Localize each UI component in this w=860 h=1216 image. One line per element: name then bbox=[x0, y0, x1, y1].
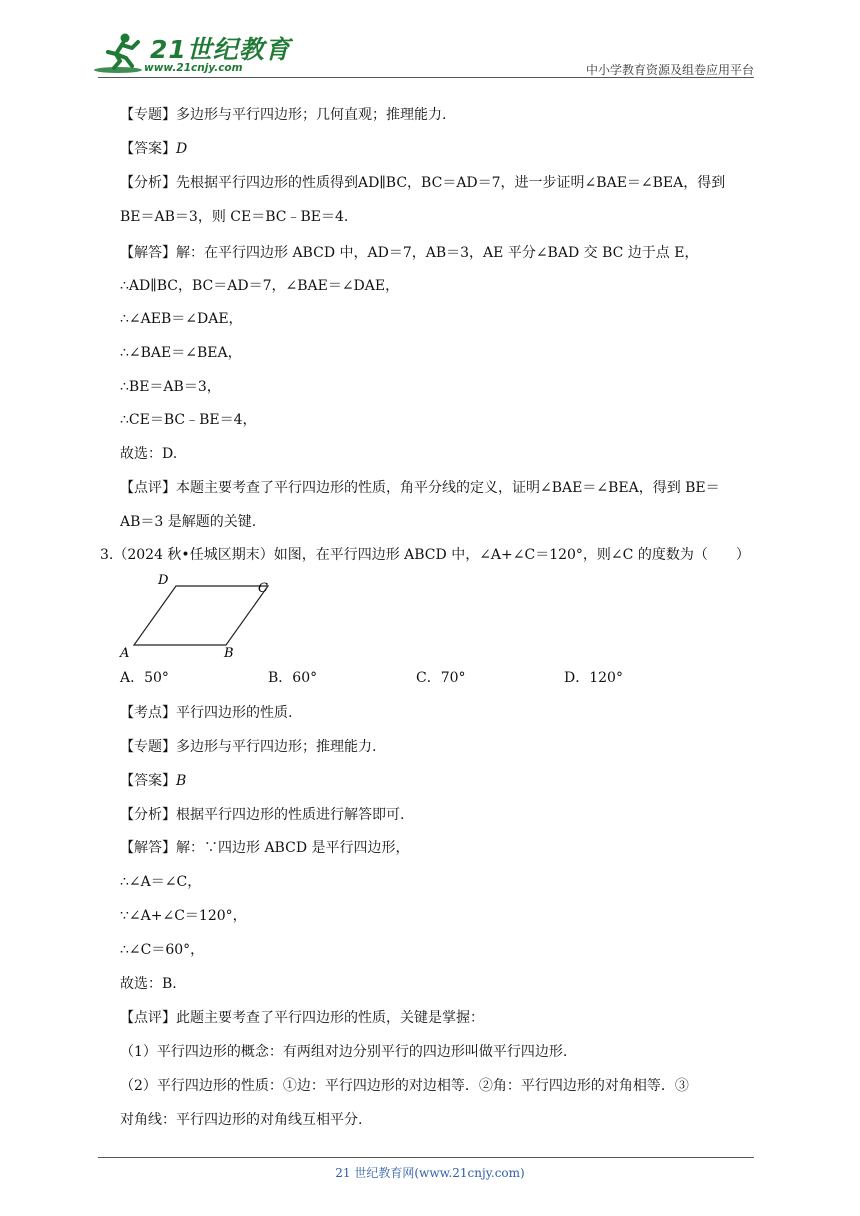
vertex-label-b: B bbox=[224, 646, 234, 661]
q2-solution-line-3: ∴∠AEB＝∠DAE， bbox=[120, 311, 243, 327]
q2-answer-label: 【答案】 bbox=[120, 141, 176, 157]
q3-solution-line-1: 【解答】解：∵四边形 ABCD 是平行四边形， bbox=[120, 840, 410, 856]
q3-solution-line-4: ∴∠C＝60°， bbox=[120, 942, 205, 958]
q2-solution-line-5: ∴BE＝AB＝3， bbox=[120, 379, 221, 395]
q3-option-d: D．120° bbox=[564, 670, 623, 686]
q3-solution-line-3: ∵∠A+∠C＝120°， bbox=[120, 908, 247, 924]
q3-option-c: C．70° bbox=[416, 670, 466, 686]
runner-icon bbox=[92, 30, 148, 76]
footer-divider bbox=[98, 1157, 754, 1158]
q2-comment-line-1: 【点评】本题主要考查了平行四边形的性质，角平分线的定义，证明∠BAE＝∠BEA，得到 BE＝ bbox=[120, 480, 720, 496]
q2-analysis-line-1: 【分析】先根据平行四边形的性质得到AD∥BC，BC＝AD＝7，进一步证明∠BAE＝∠BEA，得到 bbox=[120, 175, 726, 191]
q2-choose: 故选：D. bbox=[120, 446, 178, 462]
q2-solution-line-1: 【解答】解：在平行四边形 ABCD 中，AD＝7，AB＝3，AE 平分∠BAD 交 BC 边于点 E， bbox=[120, 245, 699, 261]
q2-solution-line-4: ∴∠BAE＝∠BEA， bbox=[120, 345, 242, 361]
q3-topic: 【专题】多边形与平行四边形；推理能力. bbox=[120, 739, 377, 755]
q2-topic: 【专题】多边形与平行四边形；几何直观；推理能力. bbox=[120, 107, 447, 123]
q2-solution-line-6: ∴CE＝BC﹣BE＝4， bbox=[120, 412, 257, 428]
parallelogram-figure bbox=[118, 570, 278, 662]
q3-analysis: 【分析】根据平行四边形的性质进行解答即可. bbox=[120, 807, 405, 823]
q2-analysis-line-2: BE＝AB＝3，则 CE＝BC﹣BE＝4. bbox=[120, 209, 349, 225]
q3-comment-line-2: （1）平行四边形的概念：有两组对边分别平行的四边形叫做平行四边形. bbox=[120, 1044, 568, 1060]
q2-answer bbox=[120, 139, 187, 159]
q3-comment-line-1: 【点评】此题主要考查了平行四边形的性质，关键是掌握： bbox=[120, 1010, 484, 1026]
q2-comment-line-2: AB＝3 是解题的关键. bbox=[120, 514, 257, 530]
logo-text: 21世纪教育 bbox=[150, 35, 291, 64]
platform-name: 中小学教育资源及组卷应用平台 bbox=[585, 63, 754, 77]
q3-answer-label: 【答案】 bbox=[120, 773, 176, 789]
vertex-label-d: D bbox=[158, 573, 169, 588]
q3-option-a: A．50° bbox=[120, 670, 169, 686]
q3-solution-line-2: ∴∠A＝∠C， bbox=[120, 874, 202, 890]
page-footer: 21 世纪教育网(www.21cnjy.com) bbox=[335, 1166, 525, 1180]
header-divider bbox=[98, 77, 754, 78]
q3-answer bbox=[120, 771, 186, 791]
site-logo bbox=[92, 30, 291, 80]
logo-url: www.21cnjy.com bbox=[144, 62, 243, 74]
q3-comment-line-4: 对角线：平行四边形的对角线互相平分. bbox=[120, 1112, 363, 1128]
q3-answer-value: B bbox=[176, 773, 187, 789]
parallelogram-shape bbox=[134, 586, 268, 645]
q2-solution-line-2: ∴AD∥BC，BC＝AD＝7，∠BAE＝∠DAE， bbox=[120, 278, 400, 294]
q3-point: 【考点】平行四边形的性质. bbox=[120, 705, 293, 721]
q3-stem: 3.（2024 秋•任城区期末）如图，在平行四边形 ABCD 中，∠A+∠C＝120°，则∠C 的度数为（ ） bbox=[100, 547, 750, 563]
vertex-label-c: C bbox=[258, 581, 268, 596]
q3-choose: 故选：B. bbox=[120, 976, 177, 992]
page-header bbox=[0, 0, 860, 80]
q3-option-b: B．60° bbox=[268, 670, 318, 686]
vertex-label-a: A bbox=[120, 646, 130, 661]
q2-answer-value: D bbox=[176, 141, 188, 157]
q3-comment-line-3: （2）平行四边形的性质：①边：平行四边形的对边相等．②角：平行四边形的对角相等．③ bbox=[120, 1078, 689, 1094]
